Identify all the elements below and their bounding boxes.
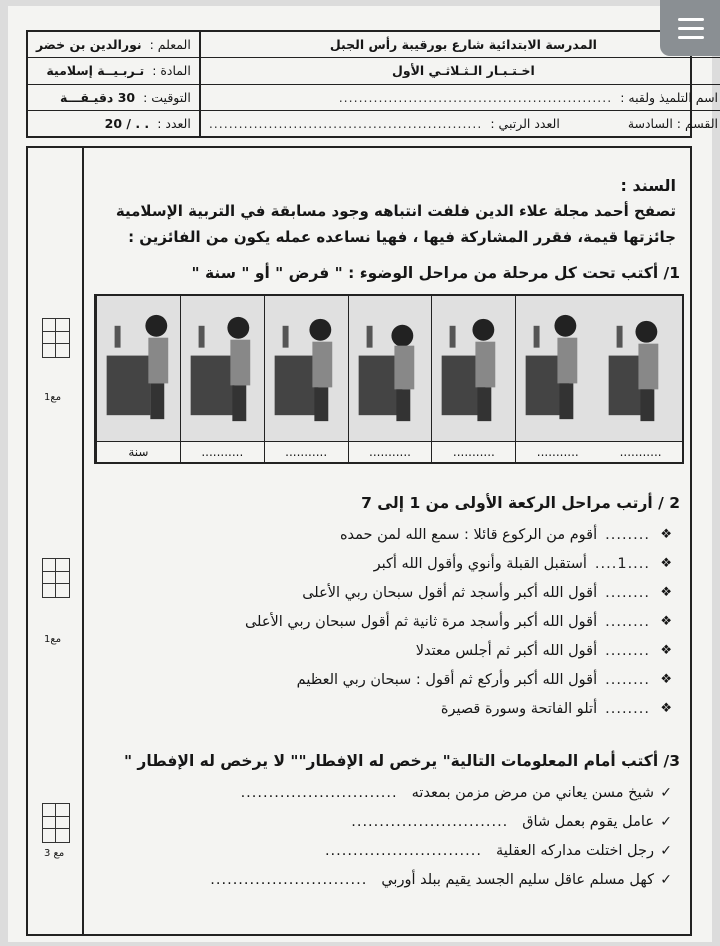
wudu-answer[interactable]: ........... bbox=[452, 445, 495, 459]
grade-value: . . / 20 bbox=[104, 115, 150, 131]
student-name-row bbox=[201, 85, 720, 111]
sanad-title: السند : bbox=[620, 176, 676, 195]
fasting-case-text: رجل اختلت مداركه العقلية bbox=[496, 842, 654, 859]
fasting-case bbox=[210, 865, 672, 894]
prayer-step-text: أقول الله أكبر وأسجد ثم أقول سبحان ربي الأعلى bbox=[302, 584, 598, 601]
wudu-step bbox=[348, 296, 432, 462]
prayer-step-blank[interactable]: ........ bbox=[605, 700, 650, 717]
wudu-answer[interactable]: ........... bbox=[285, 445, 328, 459]
wudu-step bbox=[431, 296, 515, 462]
time-row bbox=[28, 85, 199, 111]
prayer-step bbox=[245, 636, 672, 665]
prayer-step bbox=[245, 549, 672, 578]
prayer-step-blank[interactable]: ........ bbox=[605, 584, 650, 601]
prayer-step-blank[interactable]: ....1.... bbox=[594, 555, 650, 572]
wudu-step bbox=[180, 296, 264, 462]
check-icon: ✓ bbox=[660, 871, 672, 888]
wudu-step-image bbox=[599, 296, 682, 442]
school-name: المدرسة الابتدائية شارع بورقيبة رأس الجبل bbox=[201, 32, 720, 58]
sanad-line-2: جائزتها قيمة، فقرر المشاركة فيها ، فهيا نساعده عمله يكون من الفائزين : bbox=[128, 228, 676, 246]
menu-icon[interactable] bbox=[660, 0, 720, 56]
prayer-step-blank[interactable]: ........ bbox=[605, 642, 650, 659]
question-1-title: 1/ أكتب تحت كل مرحلة من مراحل الوضوء : " فرض " أو " سنة " bbox=[191, 264, 680, 282]
student-name-blank[interactable]: ....................................................... bbox=[338, 89, 613, 105]
fasting-case-text: شيخ مسن يعاني من مرض مزمن بمعدته bbox=[411, 784, 654, 801]
sanad-line-1: تصفح أحمد مجلة علاء الدين فلفت انتباهه وجود مسابقة في التربية الإسلامية bbox=[115, 202, 676, 220]
wudu-answer[interactable]: ........... bbox=[536, 445, 579, 459]
prayer-step-text: أقوم من الركوع قائلا : سمع الله لمن حمده bbox=[339, 526, 598, 543]
exam-paper bbox=[8, 6, 719, 942]
header-school-box bbox=[201, 32, 720, 136]
wudu-step-image bbox=[432, 296, 515, 442]
wudu-step bbox=[599, 296, 682, 462]
teacher-value: نورالدين بن خضر bbox=[36, 37, 142, 53]
wudu-step-image bbox=[181, 296, 264, 442]
check-icon: ✓ bbox=[660, 784, 672, 801]
header-teacher-box bbox=[28, 32, 201, 136]
grading-grid-1 bbox=[42, 318, 70, 358]
check-icon: ✓ bbox=[660, 813, 672, 830]
teacher-label: المعلم : bbox=[149, 37, 191, 53]
fasting-case bbox=[210, 807, 672, 836]
prayer-steps-list bbox=[245, 520, 672, 723]
fasting-case-text: كهل مسلم عاقل سليم الجسد يقيم ببلد أوربي bbox=[381, 871, 654, 888]
fasting-case-answer[interactable]: ............................ bbox=[324, 842, 482, 859]
grade-row bbox=[28, 111, 199, 136]
criterion-label-2: مع1 bbox=[44, 634, 62, 645]
criterion-label-3: مع 3 bbox=[44, 848, 65, 859]
fasting-case bbox=[210, 836, 672, 865]
student-label: اسم التلميذ ولقبه : bbox=[620, 89, 719, 105]
prayer-step bbox=[245, 520, 672, 549]
fasting-case-answer[interactable]: ............................ bbox=[351, 813, 509, 830]
wudu-step-image bbox=[265, 296, 348, 442]
wudu-steps-strip bbox=[94, 294, 684, 464]
wudu-step-image bbox=[516, 296, 599, 442]
time-label: التوقيت : bbox=[143, 89, 191, 105]
time-value: 30 دقيـقـــة bbox=[59, 89, 136, 105]
criterion-label-1: مع1 bbox=[44, 392, 62, 403]
prayer-step-text: أتلو الفاتحة وسورة قصيرة bbox=[440, 700, 598, 717]
prayer-step-text: أقول الله أكبر وأسجد مرة ثانية ثم أقول سبحان ربي الأعلى bbox=[244, 613, 598, 630]
question-3-title: 3/ أكتب أمام المعلومات التالية" يرخص له الإفطار"" لا يرخص له الإفطار " bbox=[123, 752, 680, 770]
wudu-answer[interactable]: ........... bbox=[201, 445, 244, 459]
fasting-case bbox=[210, 778, 672, 807]
exam-title: اخـتـبـار الـثـلاثـي الأول bbox=[201, 58, 720, 84]
prayer-step bbox=[245, 665, 672, 694]
wudu-answer[interactable]: سنة bbox=[128, 445, 149, 459]
exam-header bbox=[26, 30, 719, 138]
question-2-title: 2 / أرتب مراحل الركعة الأولى من 1 إلى 7 bbox=[361, 494, 680, 512]
prayer-step bbox=[245, 607, 672, 636]
grading-grid-3 bbox=[42, 803, 70, 843]
wudu-step bbox=[264, 296, 348, 462]
wudu-step bbox=[515, 296, 599, 462]
subject-value: تـربـيــة إسلامية bbox=[46, 63, 145, 79]
diamond-bullet-icon: ❖ bbox=[660, 614, 672, 629]
prayer-step-text: أقول الله أكبر ثم أجلس معتدلا bbox=[415, 642, 598, 659]
fasting-case-answer[interactable]: ............................ bbox=[210, 871, 368, 888]
fasting-case-text: عامل يقوم بعمل شاق bbox=[522, 813, 654, 830]
rank-blank[interactable]: ....................................................... bbox=[208, 115, 483, 131]
teacher-row bbox=[28, 32, 199, 58]
wudu-answer[interactable]: ........... bbox=[369, 445, 411, 459]
diamond-bullet-icon: ❖ bbox=[660, 701, 672, 716]
diamond-bullet-icon: ❖ bbox=[660, 527, 672, 542]
subject-label: المادة : bbox=[152, 63, 191, 79]
exam-body bbox=[26, 146, 692, 936]
prayer-step-blank[interactable]: ........ bbox=[605, 671, 650, 688]
diamond-bullet-icon: ❖ bbox=[660, 556, 672, 571]
prayer-step bbox=[245, 578, 672, 607]
wudu-step bbox=[96, 296, 180, 462]
subject-row bbox=[28, 58, 199, 84]
prayer-step-blank[interactable]: ........ bbox=[605, 613, 650, 630]
diamond-bullet-icon: ❖ bbox=[660, 643, 672, 658]
fasting-cases-list bbox=[210, 778, 672, 894]
class-label: القسم : السادسة bbox=[627, 115, 719, 131]
exam-content bbox=[88, 148, 690, 934]
prayer-step-text: أستقبل القبلة وأنوي وأقول الله أكبر bbox=[373, 555, 587, 572]
grading-margin bbox=[28, 148, 84, 934]
diamond-bullet-icon: ❖ bbox=[660, 672, 672, 687]
wudu-answer[interactable]: ........... bbox=[619, 445, 662, 459]
prayer-step-blank[interactable]: ........ bbox=[605, 526, 650, 543]
check-icon: ✓ bbox=[660, 842, 672, 859]
wudu-step-image bbox=[97, 296, 180, 442]
grading-grid-2 bbox=[42, 558, 70, 598]
prayer-step bbox=[245, 694, 672, 723]
diamond-bullet-icon: ❖ bbox=[660, 585, 672, 600]
class-row bbox=[201, 111, 720, 136]
prayer-step-text: أقول الله أكبر وأركع ثم أقول : سبحان ربي العظيم bbox=[296, 671, 598, 688]
fasting-case-answer[interactable]: ............................ bbox=[240, 784, 398, 801]
rank-label: العدد الرتبي : bbox=[490, 115, 560, 131]
grade-label: العدد : bbox=[157, 115, 191, 131]
wudu-step-image bbox=[349, 296, 432, 442]
